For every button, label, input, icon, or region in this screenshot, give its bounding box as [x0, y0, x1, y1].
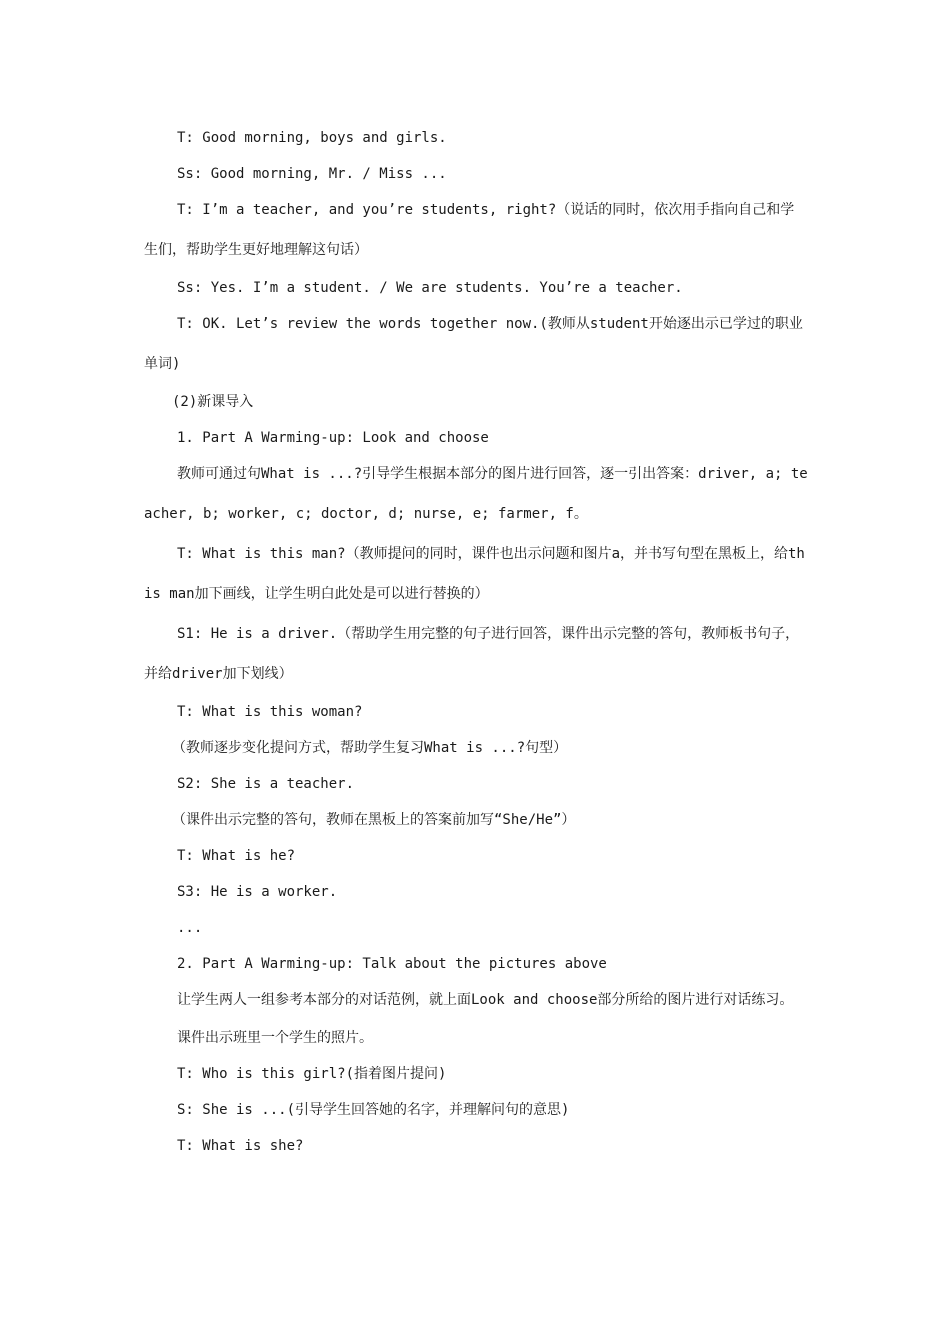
paragraph-who-is-this-girl: T: Who is this girl?(指着图片提问) [177, 1066, 447, 1082]
section-heading-new-lesson: (2)新课导入 [172, 394, 254, 410]
paragraph-she-is-teacher: S2: She is a teacher. [177, 776, 355, 792]
paragraph-part-a-look-choose: 1. Part A Warming-up: Look and choose [177, 430, 489, 446]
paragraph-greeting-students: Ss: Good morning, Mr. / Miss ... [177, 166, 447, 182]
paragraph-what-is-this-man: T: What is this man?（教师提问的同时，课件也出示问题和图片a，并书写句型在黑板上，给this man加下画线，让学生明白此处是可以进行替换的） [144, 546, 805, 602]
paragraph-he-is-driver: S1: He is a driver.（帮助学生用完整的句子进行回答，课件出示完整的答句，教师板书句子，并给driver加下划线） [144, 626, 800, 682]
paragraph-part-a-talk: 2. Part A Warming-up: Talk about the pictures above [177, 956, 607, 972]
paragraph-answers-intro: 教师可通过句What is ...?引导学生根据本部分的图片进行回答，逐一引出答案：driver, a; teacher, b; worker, c; doctor, d; nurse, e; farmer, f。 [144, 466, 808, 522]
paragraph-ellipsis: ... [177, 920, 203, 936]
paragraph-he-is-worker: S3: He is a worker. [177, 884, 338, 900]
paragraph-what-is-he: T: What is he? [177, 848, 296, 864]
paragraph-what-is-this-woman: T: What is this woman? [177, 704, 363, 720]
paragraph-review-words: T: OK. Let’s review the words together now.(教师从student开始逐出示已学过的职业单词) [144, 316, 803, 372]
paragraph-teacher-note-2: （课件出示完整的答句，教师在黑板上的答案前加写“She/He”） [172, 812, 576, 828]
document-body [144, 120, 808, 1164]
paragraph-what-is-she: T: What is she? [177, 1138, 304, 1154]
paragraph-teacher-note-1: （教师逐步变化提问方式，帮助学生复习What is ...?句型） [172, 740, 568, 756]
paragraph-she-is: S: She is ...(引导学生回答她的名字，并理解问句的意思) [177, 1102, 570, 1118]
paragraph-students-reply: Ss: Yes. I’m a student. / We are students. You’re a teacher. [177, 280, 683, 296]
paragraph-show-photo: 课件出示班里一个学生的照片。 [177, 1030, 373, 1046]
paragraph-greeting-teacher: T: Good morning, boys and girls. [177, 130, 447, 146]
paragraph-teacher-students: T: I’m a teacher, and you’re students, right?（说话的同时，依次用手指向自己和学生们，帮助学生更好地理解这句话） [144, 202, 795, 258]
paragraph-pair-practice: 让学生两人一组参考本部分的对话范例，就上面Look and choose部分所给的图片进行对话练习。 [177, 992, 794, 1008]
